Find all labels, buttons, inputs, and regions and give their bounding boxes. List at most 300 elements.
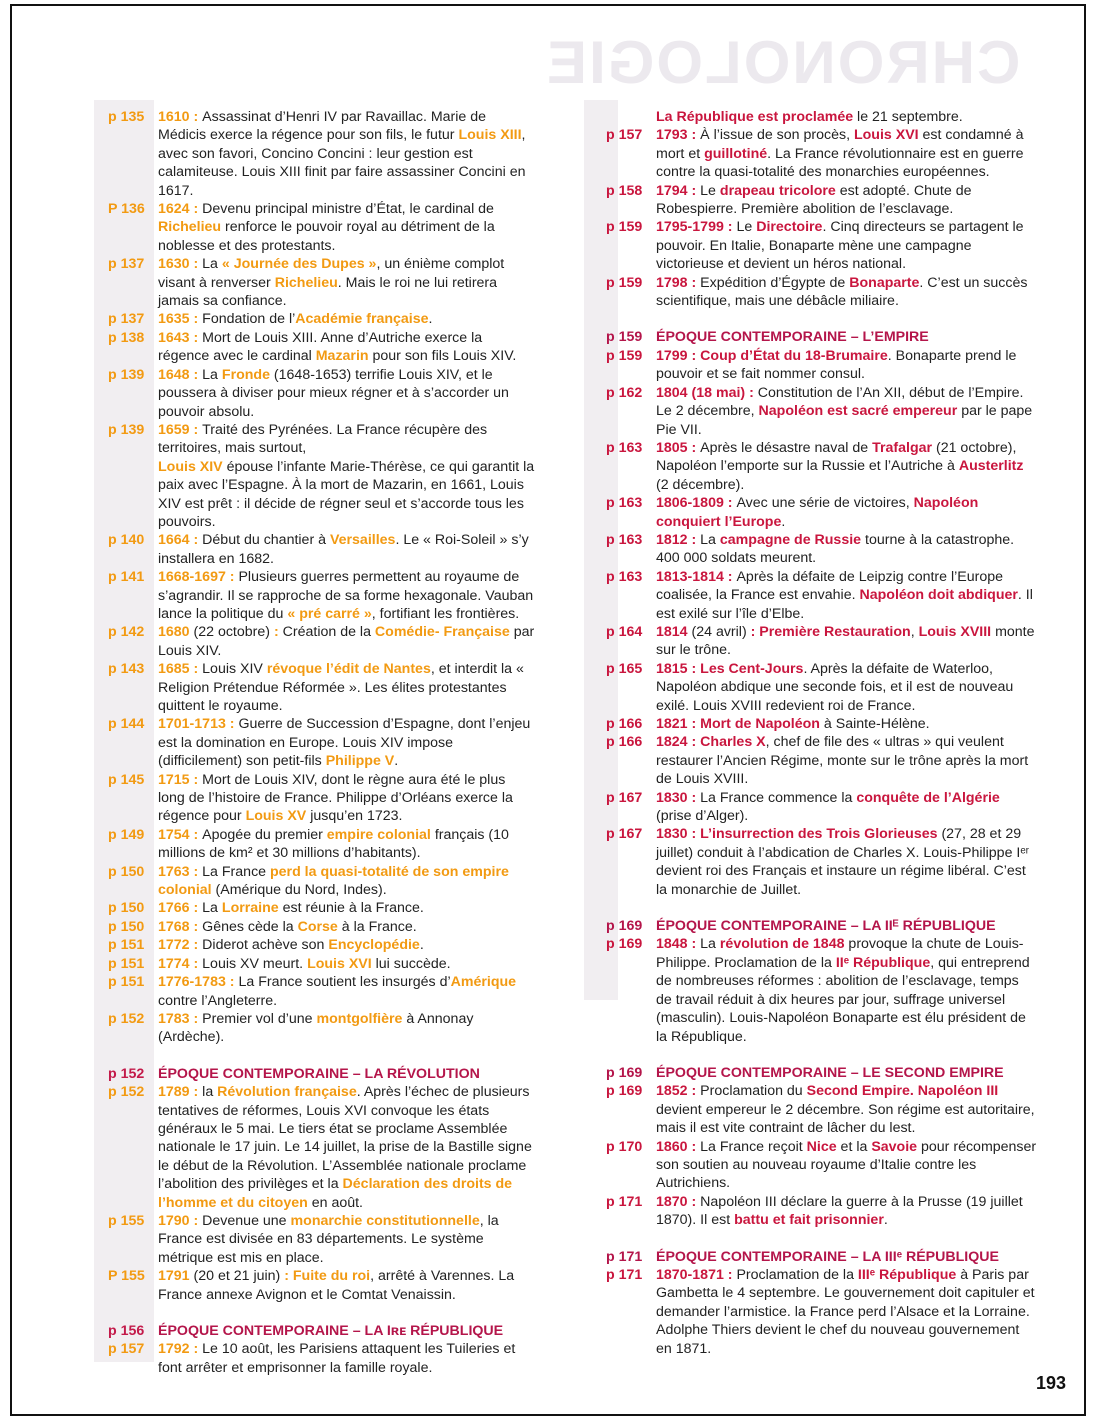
entry-body: Diderot achève son bbox=[202, 937, 329, 954]
page-reference: p 152 bbox=[108, 1084, 145, 1101]
entry-date: 1783 : bbox=[158, 1010, 203, 1027]
highlighted-term: révoque l’édit de Nantes bbox=[266, 661, 431, 678]
entry-date: 1643 : bbox=[158, 329, 203, 346]
entry-date: 1776-1783 : bbox=[158, 974, 239, 991]
entry-text bbox=[656, 347, 1038, 384]
entry-body: contre l’Angleterre. bbox=[158, 992, 278, 1009]
timeline-entry bbox=[606, 439, 1038, 494]
entry-body: Assassinat d’Henri IV par Ravaillac. Marie de Médicis exerce la régence pour son fils, le futur bbox=[158, 109, 487, 144]
entry-body: (2 décembre). bbox=[656, 476, 745, 493]
page-reference: p 163 bbox=[606, 439, 643, 456]
entry-body: , et interdit la « Religion Prétendue Réformée ». Les élites protestantes quittent le royaume. bbox=[158, 661, 524, 714]
section-gap bbox=[108, 1304, 536, 1322]
entry-text bbox=[158, 1010, 536, 1047]
page-reference: p 171 bbox=[606, 1266, 643, 1283]
entry-body: , chef de file des « ultras » qui veulent restaurer l’Ancien Régime, monte sur le trône après la mort de Louis XVIII. bbox=[656, 734, 1029, 788]
entry-body: Début du chantier à bbox=[202, 532, 330, 549]
entry-text bbox=[158, 899, 536, 917]
highlighted-term: Louis XIII bbox=[458, 127, 522, 144]
timeline-entry bbox=[108, 1083, 536, 1212]
entry-body: renforce le pouvoir royal au détriment de la noblesse et des protestants. bbox=[158, 219, 495, 254]
entry-body: . Le « Roi-Soleil » s’y installera en 1682. bbox=[158, 532, 529, 567]
highlighted-term: Mazarin bbox=[315, 348, 369, 365]
page-reference: p 142 bbox=[108, 624, 145, 641]
entry-body: Mort de Louis XIV, dont le règne aura été le plus long de l’histoire de France. Philippe d’Orléans exerce la régence pour bbox=[158, 771, 513, 825]
timeline-entry bbox=[108, 660, 536, 715]
entry-date: 1774 : bbox=[158, 955, 203, 972]
entry-body: à Annonay (Ardèche). bbox=[158, 1010, 474, 1046]
entry-text bbox=[158, 771, 536, 826]
entry-date: 1795-1799 : bbox=[656, 219, 737, 236]
highlighted-term: empire colonial bbox=[326, 826, 431, 843]
entry-body: ÉPOQUE CONTEMPORAINE – LA RÉVOLUTION bbox=[158, 1065, 480, 1082]
timeline-entry bbox=[606, 568, 1038, 623]
timeline-entry bbox=[108, 623, 536, 660]
entry-body: Après la défaite de Leipzig contre l’Europe coalisée, la France est envahie. bbox=[656, 568, 1004, 604]
entry-text bbox=[656, 494, 1038, 531]
entry-date: 1668-1697 : bbox=[158, 569, 239, 586]
entry-date: 1860 : bbox=[656, 1138, 701, 1155]
entry-date: 1830 : bbox=[656, 826, 701, 843]
page-reference: p 171 bbox=[606, 1193, 643, 1210]
entry-body: Apogée du premier bbox=[202, 826, 327, 843]
timeline-entry bbox=[108, 108, 536, 200]
entry-text bbox=[656, 1193, 1038, 1230]
page-reference: p 140 bbox=[108, 532, 145, 549]
epoch-heading bbox=[606, 1248, 1038, 1266]
page-reference: p 155 bbox=[108, 1212, 145, 1229]
entry-text bbox=[656, 274, 1038, 311]
entry-body: La bbox=[202, 256, 222, 273]
entry-body: (27, 28 et 29 juillet) conduit à l’abdication de Charles X. Louis-Philippe Iᵉʳ devient roi des Français et instaure un régime libéral. C’est la monarchie de Juillet. bbox=[656, 826, 1030, 898]
entry-date: 1635 : bbox=[158, 311, 203, 328]
entry-body: Traité des Pyrénées. La France récupère des territoires, mais surtout, bbox=[158, 421, 488, 457]
page-reference: p 156 bbox=[108, 1323, 145, 1339]
highlighted-term: Lorraine bbox=[221, 900, 279, 917]
timeline-entry bbox=[108, 458, 536, 532]
entry-body: (24 avril) bbox=[687, 623, 751, 640]
entry-body: Premier vol d’une bbox=[202, 1010, 317, 1027]
entry-body: le 21 septembre. bbox=[853, 109, 963, 125]
highlighted-term: Directoire bbox=[756, 219, 823, 236]
highlighted-term: Louis XVI bbox=[853, 127, 919, 144]
entry-body: jusqu’en 1723. bbox=[306, 808, 403, 825]
page-reference: P 136 bbox=[108, 201, 145, 218]
entry-body: , avec son favori, Concino Concini : leur gestion est calamiteuse. Louis XIII finit par faire assassiner Concini en 1617. bbox=[158, 127, 526, 199]
epoch-heading bbox=[108, 1322, 536, 1340]
entry-date: 1754 : bbox=[158, 826, 203, 843]
entry-text bbox=[158, 863, 536, 900]
timeline-entry bbox=[606, 274, 1038, 311]
entry-body: est adopté. Chute de Robespierre. Première abolition de l’esclavage. bbox=[656, 182, 972, 218]
highlighted-term: Académie française bbox=[295, 311, 429, 328]
entry-body: (Amérique du Nord, Indes). bbox=[211, 882, 387, 899]
entry-body: , fortifiant les frontières. bbox=[371, 605, 520, 622]
entry-body: La France bbox=[202, 863, 270, 880]
epoch-heading bbox=[606, 328, 1038, 346]
page-reference: p 139 bbox=[108, 366, 145, 383]
highlighted-term: Napoléon doit abdiquer bbox=[859, 587, 1018, 604]
entry-date: 1790 : bbox=[158, 1212, 203, 1229]
entry-body: . Après l’échec de plusieurs tentatives de réformes, Louis XVI convoque les états généraux le 5 mai. Le tiers état se proclame Assemblée nationale le 17 juin. Le 14 juillet, la prise de la Bastille signe le début de la Révolution. L’Assemblée nationale proclame l’abolition des privilèges et la bbox=[158, 1084, 532, 1193]
entry-text bbox=[158, 936, 536, 954]
entry-body: À l’issue de son procès, bbox=[700, 127, 854, 144]
entry-body: ÉPOQUE CONTEMPORAINE – LA IIᴱ RÉPUBLIQUE bbox=[656, 918, 996, 935]
entry-date: 1870 : bbox=[656, 1193, 701, 1210]
entry-date: 1804 (18 mai) : bbox=[656, 384, 758, 401]
entry-body: ÉPOQUE CONTEMPORAINE – LA Iʀᴇ RÉPUBLIQUE bbox=[158, 1323, 504, 1339]
entry-date: 1659 : bbox=[158, 421, 203, 438]
highlighted-term: Louis XV bbox=[245, 808, 307, 825]
entry-body: Le 10 août, les Parisiens attaquent les Tuileries et font arrêter et emprisonner la famille royale. bbox=[158, 1341, 516, 1376]
page-reference: p 135 bbox=[108, 109, 145, 125]
highlighted-term: Coup d’État du 18-Brumaire bbox=[700, 347, 888, 364]
entry-date: 1794 : bbox=[656, 182, 701, 199]
entry-body: Devenue une bbox=[202, 1212, 291, 1229]
page-reference: p 150 bbox=[108, 900, 145, 917]
highlighted-term: Trafalgar bbox=[872, 439, 933, 456]
page-reference: p 151 bbox=[108, 974, 145, 991]
entry-text bbox=[158, 310, 536, 328]
highlighted-term: Versailles bbox=[329, 532, 396, 549]
highlighted-term: Louis XIV bbox=[158, 458, 223, 475]
entry-body: (1648-1653) terrifie Louis XIV, et le poussera à diviser pour mieux régner et à s’accorder un pouvoir absolu. bbox=[158, 366, 509, 420]
entry-date: 1610 : bbox=[158, 109, 203, 125]
entry-text bbox=[656, 1266, 1038, 1358]
entry-body: Constitution de l’An XII, début de l’Empire. Le 2 décembre, bbox=[656, 384, 1024, 420]
entry-body: . Après la défaite de Waterloo, Napoléon abdique une seconde fois, et il est de nouveau exilé. Louis XVIII redevient roi de France. bbox=[656, 660, 1014, 714]
page-reference: p 159 bbox=[606, 219, 643, 236]
entry-body: Proclamation du bbox=[700, 1083, 807, 1100]
entry-body: pour son fils Louis XIV. bbox=[368, 348, 517, 365]
timeline-entry bbox=[606, 1138, 1038, 1193]
page-reference: p 166 bbox=[606, 716, 643, 732]
entry-date: 1812 : bbox=[656, 531, 701, 548]
entry-date: 1792 : bbox=[158, 1341, 203, 1358]
section-gap bbox=[606, 310, 1038, 328]
timeline-entry bbox=[108, 936, 536, 954]
page-reference: p 152 bbox=[108, 1010, 145, 1027]
entry-date: 1805 : bbox=[656, 439, 701, 456]
entry-body: épouse l’infante Marie-Thérèse, ce qui garantit la paix avec l’Espagne. À la mort de Mazarin, en 1661, Louis XIV est prêt : il décide de régner seul et s’accorde tous les pouvoirs. bbox=[158, 458, 535, 530]
entry-body: Proclamation de la bbox=[736, 1266, 858, 1283]
timeline-entry bbox=[606, 494, 1038, 531]
highlighted-term: battu et fait prisonnier bbox=[734, 1212, 884, 1229]
page-reference: p 157 bbox=[606, 127, 643, 144]
entry-date: 1680 bbox=[158, 624, 190, 641]
entry-body: . La France révolutionnaire est en guerre contre la quasi-totalité des monarchies européennes. bbox=[656, 145, 1024, 181]
timeline-entry bbox=[108, 918, 536, 936]
entry-body: par Louis XIV. bbox=[158, 624, 535, 659]
entry-body: monte sur le trône. bbox=[656, 623, 1035, 659]
entry-text bbox=[158, 715, 536, 770]
page-reference: p 170 bbox=[606, 1138, 643, 1155]
entry-text bbox=[158, 255, 536, 310]
entry-text bbox=[656, 660, 1038, 715]
entry-text bbox=[158, 421, 536, 458]
highlighted-term: Napoléon conquiert l’Europe bbox=[656, 495, 979, 530]
entry-text bbox=[656, 328, 1038, 346]
highlighted-term: perd la quasi-totalité de son empire colonial bbox=[158, 863, 509, 899]
highlighted-term: Napoléon est sacré empereur bbox=[758, 403, 958, 420]
entry-text bbox=[158, 1267, 536, 1304]
highlighted-term: Louis XVI bbox=[307, 955, 372, 972]
entry-body: devient empereur le 2 décembre. Son régime est autoritaire, mais il est vite contraint de lâcher du lest. bbox=[656, 1101, 1035, 1137]
entry-body: lui succède. bbox=[371, 955, 451, 972]
page-reference: p 164 bbox=[606, 623, 643, 640]
entry-body: par le pape Pie VII. bbox=[656, 403, 1033, 438]
entry-date: 1799 : bbox=[656, 347, 701, 364]
entry-body: la bbox=[202, 1084, 218, 1101]
entry-text bbox=[158, 1340, 536, 1377]
entry-date: 1715 : bbox=[158, 771, 203, 788]
entry-body: (22 octobre) bbox=[189, 624, 274, 641]
entry-body: provoque la chute de Louis-Philippe. Proclamation de la bbox=[656, 936, 1024, 971]
page-reference: p 165 bbox=[606, 660, 643, 677]
entry-body: . bbox=[394, 753, 399, 770]
highlighted-term: IIᵉ République bbox=[835, 954, 931, 971]
timeline-entry bbox=[108, 329, 536, 366]
highlighted-term: Second Empire. Napoléon III bbox=[806, 1083, 999, 1100]
highlighted-term: L’insurrection des Trois Glorieuses bbox=[700, 826, 938, 843]
timeline-entry bbox=[108, 1010, 536, 1047]
page-reference: p 169 bbox=[606, 936, 643, 953]
highlighted-term: La République est proclamée bbox=[656, 109, 854, 125]
highlighted-term: Encyclopédie bbox=[328, 937, 420, 954]
page-reference: p 169 bbox=[606, 1083, 643, 1100]
page-reference: p 159 bbox=[606, 347, 643, 364]
entry-text bbox=[158, 200, 536, 255]
entry-date: 1685 : bbox=[158, 661, 203, 678]
highlighted-term: drapeau tricolore bbox=[719, 182, 836, 199]
page-reference: p 167 bbox=[606, 789, 643, 806]
entry-date: 1852 : bbox=[656, 1083, 701, 1100]
timeline-entry bbox=[606, 733, 1038, 788]
page-reference: p 159 bbox=[606, 274, 643, 291]
highlighted-term: Les Cent-Jours bbox=[700, 660, 804, 677]
entry-text bbox=[656, 1064, 1038, 1082]
highlighted-term: Révolution française bbox=[217, 1084, 357, 1101]
entry-body: La bbox=[202, 366, 222, 383]
entry-body: tourne à la catastrophe. 400 000 soldats meurent. bbox=[656, 531, 1015, 567]
page-reference: p 149 bbox=[108, 826, 145, 843]
epoch-heading bbox=[108, 1065, 536, 1083]
entry-body: Expédition d’Égypte de bbox=[700, 274, 850, 291]
entry-body: Le bbox=[736, 219, 757, 236]
timeline-entry bbox=[108, 531, 536, 568]
timeline-entry bbox=[606, 1193, 1038, 1230]
entry-body: Guerre de Succession d’Espagne, dont l’enjeu est la domination en Europe. Louis XIV impose (difficilement) son petit-fils bbox=[158, 716, 531, 770]
entry-text bbox=[158, 1212, 536, 1267]
entry-text bbox=[656, 1248, 1038, 1266]
page-reference: p 138 bbox=[108, 329, 145, 346]
entry-date: 1768 : bbox=[158, 918, 203, 935]
entry-body: Louis XIV bbox=[202, 661, 267, 678]
page-reference: p 166 bbox=[606, 734, 643, 751]
highlighted-term: conquête de l’Algérie bbox=[856, 789, 1000, 806]
entry-body: ÉPOQUE CONTEMPORAINE – LA IIIᵉ RÉPUBLIQUE bbox=[656, 1248, 999, 1265]
highlighted-term: guillotiné bbox=[704, 145, 768, 162]
page-number: 193 bbox=[1035, 1373, 1066, 1393]
timeline-entry bbox=[606, 715, 1038, 733]
timeline-entry bbox=[606, 1266, 1038, 1358]
timeline-entry bbox=[606, 347, 1038, 384]
entry-body: . bbox=[883, 1212, 888, 1229]
entry-date: 1791 bbox=[158, 1268, 190, 1285]
entry-body: , arrêté à Varennes. La France annexe Avignon et le Comtat Venaissin. bbox=[158, 1268, 515, 1303]
highlighted-term: campagne de Russie bbox=[719, 531, 862, 548]
timeline-entry bbox=[606, 126, 1038, 181]
entry-text bbox=[656, 126, 1038, 181]
entry-body: . Cinq directeurs se partagent le pouvoir. En Italie, Bonaparte mène une campagne victorieuse et devient un héros national. bbox=[656, 219, 1024, 273]
page-reference: p 163 bbox=[606, 495, 643, 512]
entry-date: 1624 : bbox=[158, 201, 203, 218]
entry-body: à la France. bbox=[337, 918, 417, 935]
entry-body: , la France est divisée en 83 départements. Le système métrique est mis en place. bbox=[158, 1212, 499, 1266]
entry-text bbox=[158, 660, 536, 715]
timeline-entry bbox=[108, 973, 536, 1010]
page-reference: p 144 bbox=[108, 716, 145, 733]
section-gap bbox=[606, 1046, 1038, 1064]
highlighted-term: Mort de Napoléon bbox=[700, 716, 820, 732]
entry-text bbox=[656, 1138, 1038, 1193]
highlighted-term: : Première Restauration bbox=[750, 623, 911, 640]
timeline-entry bbox=[606, 182, 1038, 219]
page-reference: P 155 bbox=[108, 1268, 145, 1285]
entry-body: Création de la bbox=[282, 624, 375, 641]
entry-text bbox=[158, 623, 536, 660]
entry-body: La France reçoit bbox=[700, 1138, 807, 1155]
entry-body: , un énième complot visant à renverser bbox=[158, 256, 505, 291]
entry-text bbox=[656, 789, 1038, 826]
page-reference: p 152 bbox=[108, 1065, 145, 1082]
entry-body: à Sainte-Hélène. bbox=[819, 716, 930, 732]
entry-text bbox=[158, 531, 536, 568]
page-reference: p 150 bbox=[108, 918, 145, 935]
timeline-entry bbox=[108, 255, 536, 310]
page-reference: p 169 bbox=[606, 918, 643, 935]
entry-text bbox=[158, 955, 536, 973]
entry-text bbox=[158, 1083, 536, 1212]
timeline-entry bbox=[606, 789, 1038, 826]
entry-date: 1766 : bbox=[158, 900, 203, 917]
entry-text bbox=[656, 108, 1038, 126]
highlighted-term: Fronde bbox=[221, 366, 270, 383]
highlighted-term: Corse bbox=[297, 918, 338, 935]
entry-date: 1830 : bbox=[656, 789, 701, 806]
entry-text bbox=[158, 568, 536, 623]
entry-date: 1814 bbox=[656, 623, 688, 640]
entry-text bbox=[158, 458, 536, 532]
highlighted-term: Déclaration des droits de l’homme et du citoyen bbox=[158, 1176, 513, 1211]
timeline-entry bbox=[606, 384, 1038, 439]
entry-text bbox=[158, 329, 536, 366]
entry-text bbox=[656, 439, 1038, 494]
timeline-entry bbox=[606, 623, 1038, 660]
right-column bbox=[606, 108, 1038, 1358]
entry-text bbox=[656, 384, 1038, 439]
highlighted-term: Louis XVIII bbox=[918, 623, 992, 640]
entry-body: est condamné à mort et bbox=[656, 127, 1024, 162]
entry-date: 1763 : bbox=[158, 863, 203, 880]
highlighted-term: Savoie bbox=[871, 1138, 918, 1155]
entry-body: La bbox=[202, 900, 222, 917]
timeline-entry bbox=[606, 660, 1038, 715]
entry-text bbox=[656, 182, 1038, 219]
entry-body: La France soutient les insurgés d’ bbox=[238, 974, 451, 991]
entry-body: Louis XV meurt. bbox=[202, 955, 308, 972]
entry-text bbox=[656, 733, 1038, 788]
entry-text bbox=[158, 1065, 536, 1083]
entry-body: Gênes cède la bbox=[202, 918, 298, 935]
entry-text bbox=[656, 917, 1038, 935]
entry-text bbox=[158, 1322, 536, 1340]
timeline-entry bbox=[108, 826, 536, 863]
highlighted-term: Amérique bbox=[450, 974, 517, 991]
page-reference: p 141 bbox=[108, 569, 145, 586]
entry-body: à Paris par Gambetta le 4 septembre. Le gouvernement doit capituler et demander l’armistice. la France perd l’Alsace et la Lorraine. Adolphe Thiers devient le chef du nouveau gouvernement en 1871. bbox=[656, 1266, 1035, 1357]
entry-body: Devenu principal ministre d’État, le cardinal de bbox=[202, 201, 494, 218]
entry-body: . bbox=[419, 937, 424, 954]
page-reference: p 171 bbox=[606, 1248, 643, 1265]
entry-body: ÉPOQUE CONTEMPORAINE – LE SECOND EMPIRE bbox=[656, 1064, 1004, 1081]
page-reference: p 157 bbox=[108, 1341, 145, 1358]
mirrored-title-watermark: CHRONOLOGIE bbox=[544, 29, 1020, 96]
highlighted-term: : Fuite du roi bbox=[284, 1268, 371, 1285]
entry-text bbox=[656, 1082, 1038, 1137]
highlighted-term: Richelieu bbox=[158, 219, 222, 236]
entry-body: . Il est exilé sur l’île d’Elbe. bbox=[656, 587, 1033, 622]
highlighted-term: Nice bbox=[806, 1138, 837, 1155]
timeline-entry bbox=[108, 1212, 536, 1267]
timeline-entry bbox=[108, 366, 536, 421]
entry-text bbox=[656, 623, 1038, 660]
entry-body: La France commence la bbox=[700, 789, 857, 806]
entry-date: 1789 : bbox=[158, 1084, 203, 1101]
timeline-entry bbox=[108, 1267, 536, 1304]
entry-body: (prise d’Alger). bbox=[656, 808, 749, 825]
entry-text bbox=[158, 366, 536, 421]
entry-text bbox=[656, 715, 1038, 733]
entry-date: 1870-1871 : bbox=[656, 1266, 737, 1283]
entry-date: 1701-1713 : bbox=[158, 716, 239, 733]
entry-body: est réunie à la France. bbox=[278, 900, 424, 917]
left-column bbox=[108, 108, 536, 1377]
section-gap bbox=[606, 1230, 1038, 1248]
page-reference: p 169 bbox=[606, 1064, 643, 1081]
entry-date: 1793 : bbox=[656, 127, 701, 144]
page-reference: p 137 bbox=[108, 256, 145, 273]
timeline-entry bbox=[108, 568, 536, 623]
highlighted-term: révolution de 1848 bbox=[719, 936, 845, 953]
timeline-entry bbox=[108, 1340, 536, 1377]
entry-body: . bbox=[428, 311, 433, 328]
entry-date: 1824 : bbox=[656, 734, 701, 751]
entry-text bbox=[158, 108, 536, 200]
page-reference: p 158 bbox=[606, 182, 643, 199]
entry-date: 1664 : bbox=[158, 532, 203, 549]
timeline-entry bbox=[108, 421, 536, 458]
page-reference: p 159 bbox=[606, 329, 643, 346]
entry-body: , qui entreprend de nombreuses réformes : abolition de l’esclavage, temps de travail réduit à dix heures par jour, suffrage universel (masculin). Louis-Napoléon Bonaparte est élu président de la République. bbox=[656, 954, 1030, 1045]
entry-body: Après le désastre naval de bbox=[700, 439, 873, 456]
highlighted-term: « Journée des Dupes » bbox=[221, 256, 377, 273]
section-gap bbox=[108, 1047, 536, 1065]
entry-date: : bbox=[273, 624, 283, 641]
page-reference: p 137 bbox=[108, 311, 145, 328]
entry-body: La bbox=[700, 936, 720, 953]
highlighted-term: Bonaparte bbox=[849, 274, 920, 291]
